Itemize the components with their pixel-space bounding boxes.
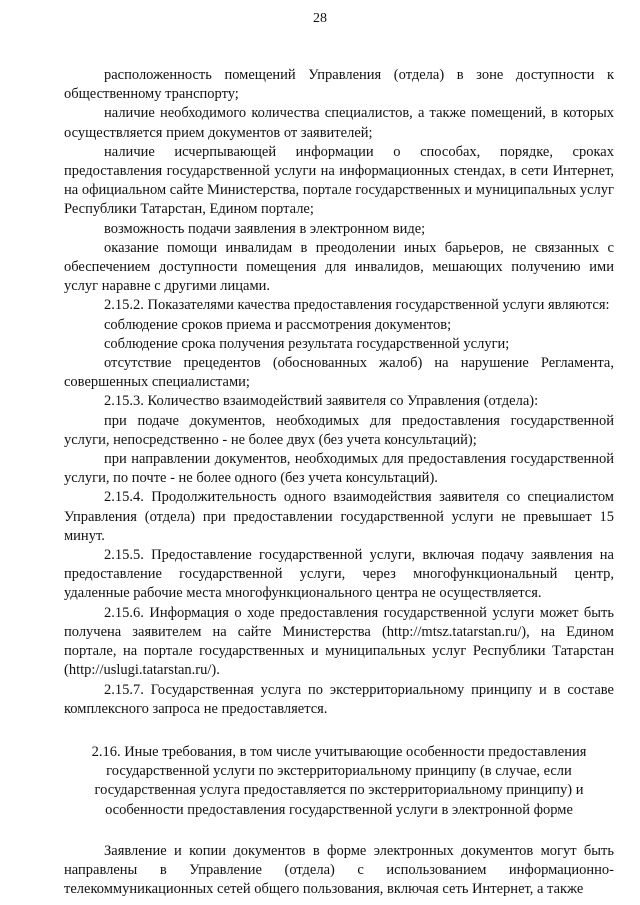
- section-heading-2-16: 2.16. Иные требования, в том числе учитывающие особенности предоставления государственной услуги по экстерриториальному принципу (в случае, если государственная услуга предоставляется по экстерриториальному принципу) и особенности предоставления государственной услуги в электронной форме: [91, 743, 587, 818]
- paragraph-2-15-3: 2.15.3. Количество взаимодействий заявителя со Управления (отдела):: [104, 393, 539, 410]
- paragraph-specialists: наличие необходимого количества специалистов, а также помещений, в которых осуществляется прием документов от заявителей;: [64, 105, 614, 141]
- paragraph-electronic-documents: Заявление и копии документов в форме электронных документов могут быть направлены в Управление (отдела) с использованием информационно-телекоммуникационных сетей общего пользования, включая сеть Интернет, а также: [64, 842, 614, 898]
- paragraph-deadlines: соблюдение сроков приема и рассмотрения документов;: [104, 316, 452, 333]
- page-number: 28: [313, 11, 327, 26]
- paragraph-2-15-2: 2.15.2. Показателями качества предоставления государственной услуги являются:: [104, 297, 610, 314]
- paragraph-2-15-5: 2.15.5. Предоставление государственной услуги, включая подачу заявления на предоставление государственной услуги, через многофункциональный центр, удаленные рабочие места многофункционального центра не осуществляется.: [64, 547, 614, 602]
- paragraph-disabled-assistance: оказание помощи инвалидам в преодолении иных барьеров, не связанных с обеспечением доступности помещения для инвалидов, мешающих получению ими услуг наравне с другими лицами.: [64, 239, 614, 295]
- paragraph-2-15-6: 2.15.6. Информация о ходе предоставления государственной услуги может быть получена заявителем на сайте Министерства (http://mtsz.tatarstan.ru/), на Едином портале, на портале государственных и муниципальных услуг Республики Татарстан (http://uslugi.tatarstan.ru/).: [64, 604, 614, 679]
- paragraph-no-complaints: отсутствие прецедентов (обоснованных жалоб) на нарушение Регламента, совершенных специалистами;: [64, 355, 614, 391]
- paragraph-direct-submission: при подаче документов, необходимых для предоставления государственной услуги, непосредственно - не более двух (без учета консультаций);: [64, 412, 614, 448]
- document-body: [64, 66, 614, 899]
- paragraph-2-15-4: 2.15.4. Продолжительность одного взаимодействия заявителя со специалистом Управления (отдела) при предоставлении государственной услуги не превышает 15 минут.: [64, 489, 614, 544]
- paragraph-postal-submission: при направлении документов, необходимых для предоставления государственной услуги, по почте - не более одного (без учета консультаций).: [64, 451, 614, 487]
- paragraph-electronic-application: возможность подачи заявления в электронном виде;: [104, 220, 426, 237]
- paragraph-2-15-7: 2.15.7. Государственная услуга по экстерриториальному принципу и в составе комплексного запроса не предоставляется.: [64, 681, 614, 717]
- paragraph-result-deadline: соблюдение срока получения результата государственной услуги;: [104, 335, 510, 352]
- paragraph-information: наличие исчерпывающей информации о способах, порядке, сроках предоставления государственной услуги на информационных стендах, в сети Интернет, на официальном сайте Министерства, портале государственных и муниципальных услуг Республики Татарстан, Едином портале;: [64, 143, 614, 218]
- paragraph-accessibility-transport: расположенность помещений Управления (отдела) в зоне доступности к общественному транспорту;: [64, 67, 614, 103]
